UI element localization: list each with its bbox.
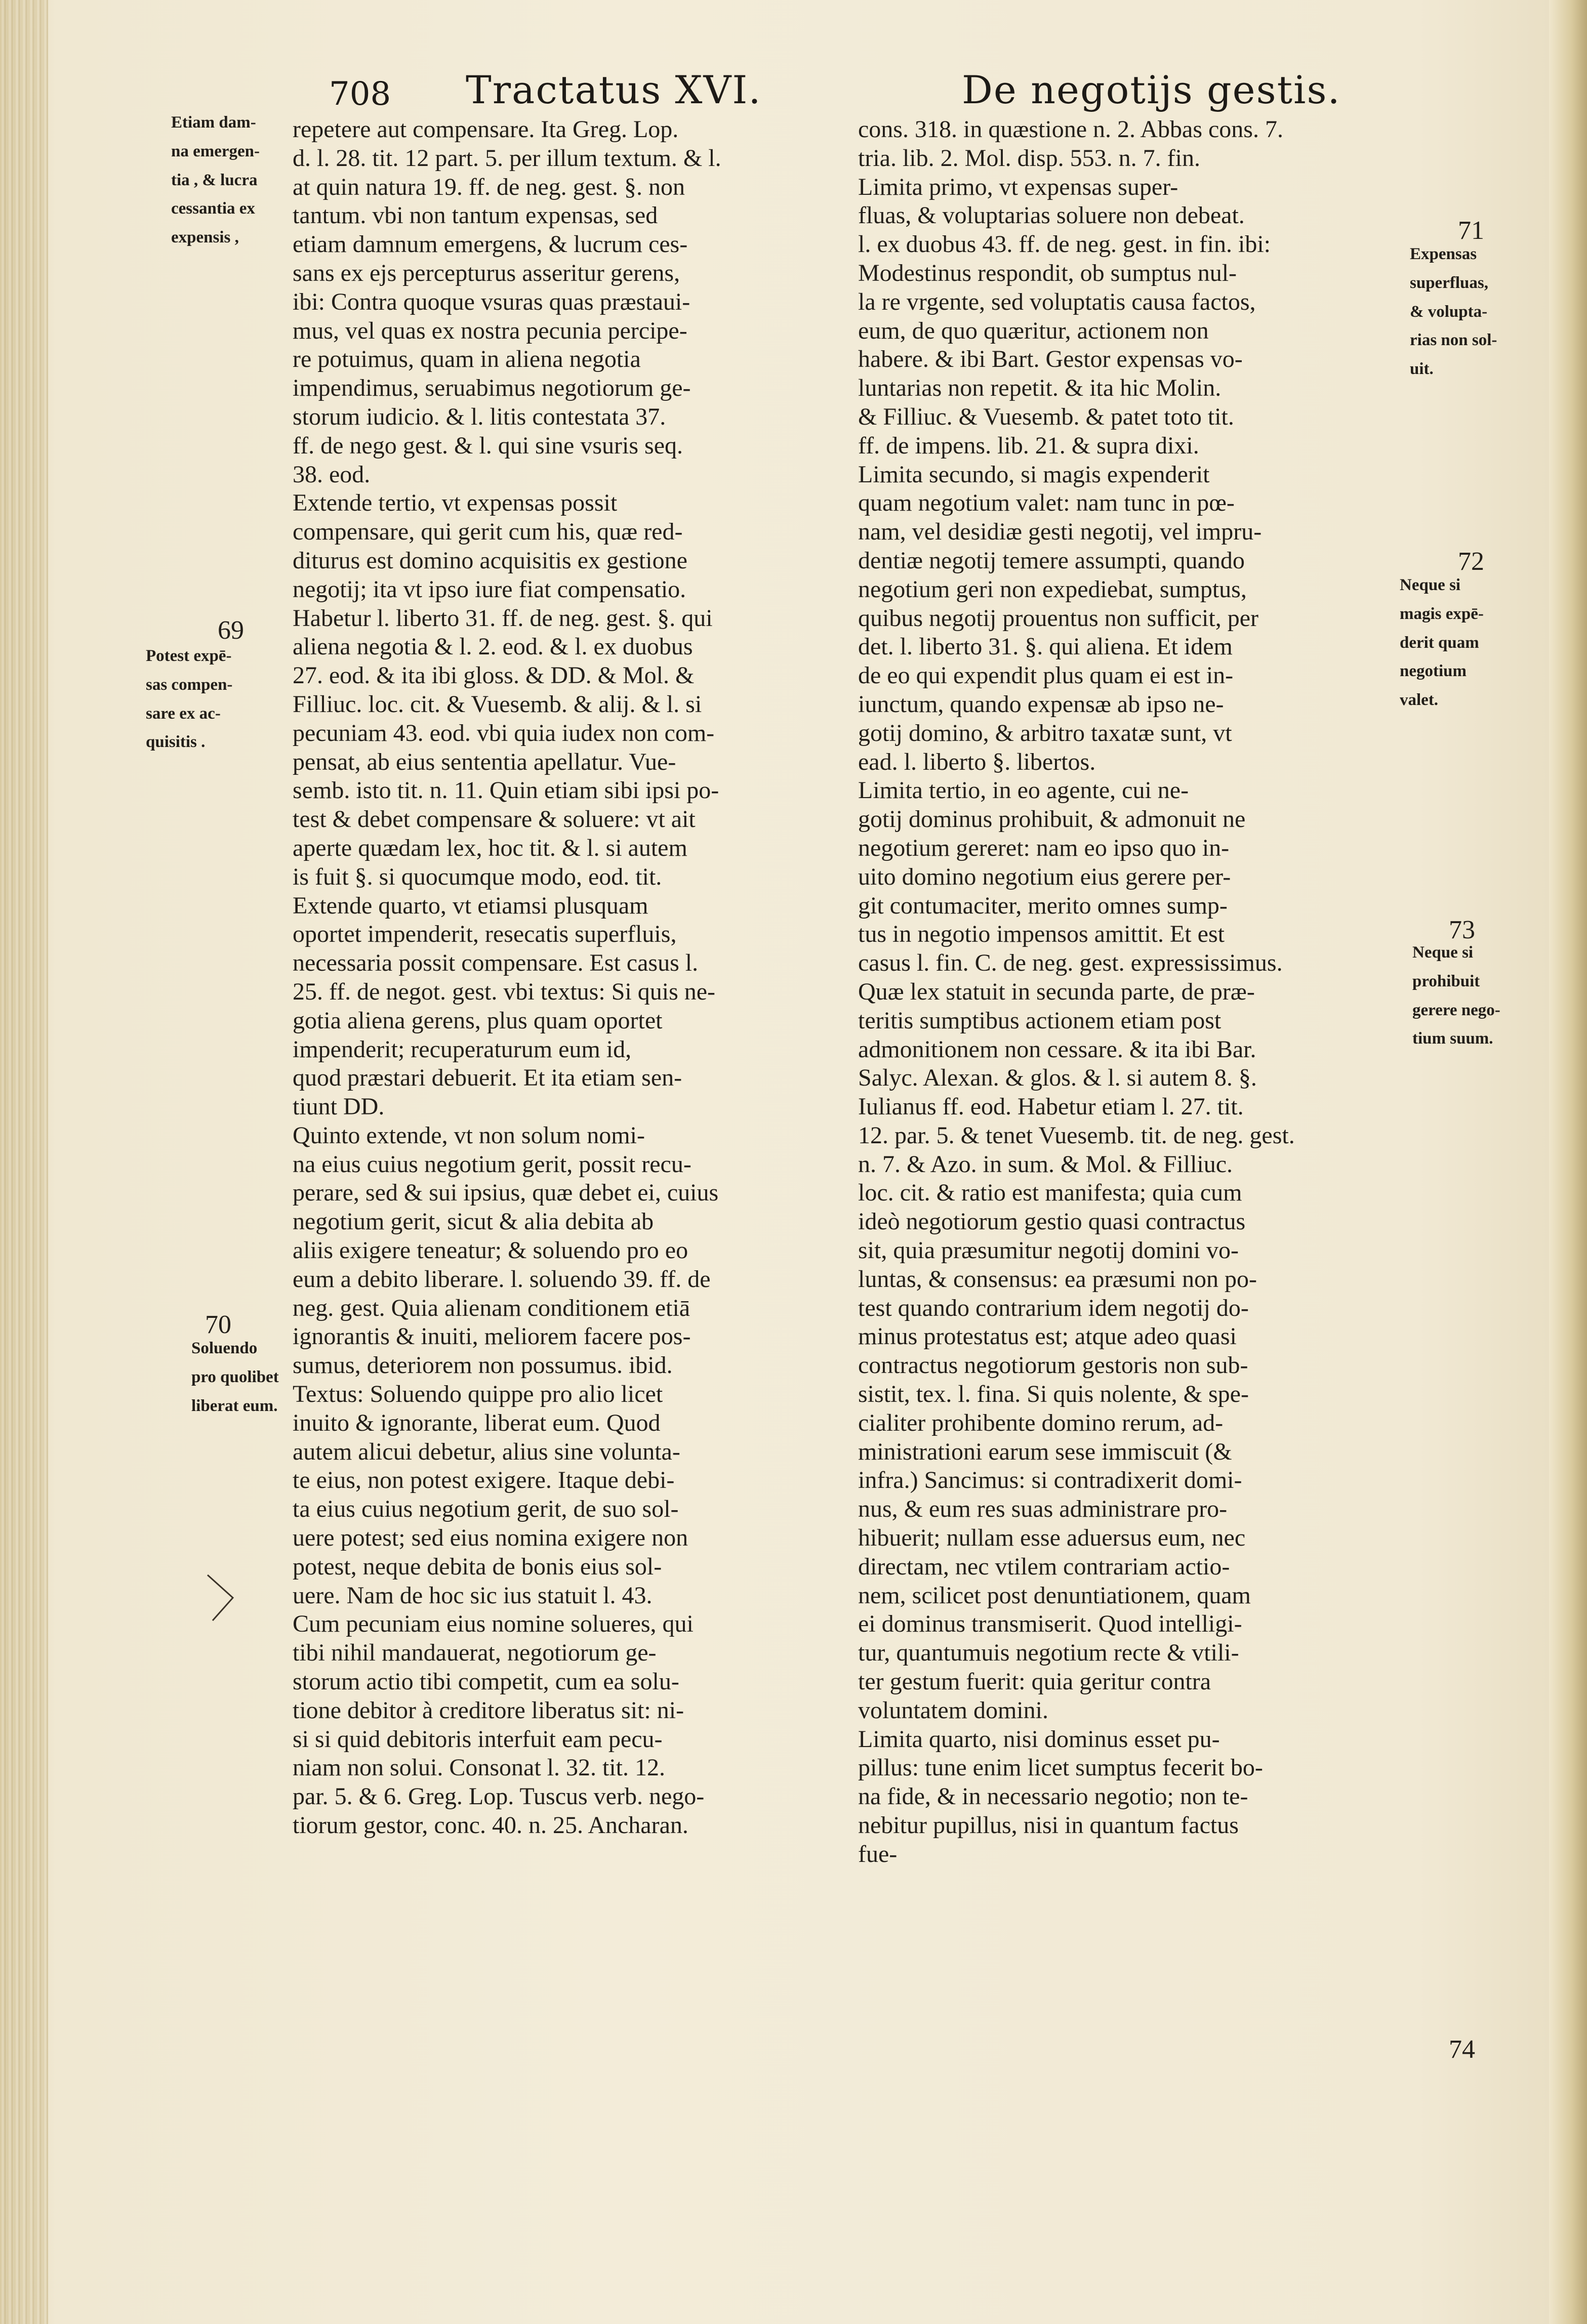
margin-note-line: expensis ,: [171, 228, 239, 247]
text-line: necessaria possit compensare. Est casus l.: [293, 949, 699, 977]
text-line: na fide, & in necessario negotio; non te-: [858, 1783, 1248, 1810]
margin-note-right-2: [1400, 575, 1484, 719]
text-line: hibuerit; nullam esse aduersus eum, nec: [858, 1524, 1246, 1552]
text-line: tibi nihil mandauerat, negotiorum ge-: [293, 1639, 657, 1667]
text-line: Salyc. Alexan. & glos. & l. si autem 8. §.: [858, 1064, 1257, 1092]
margin-note-right-1: [1410, 244, 1497, 388]
text-line: & Filliuc. & Vuesemb. & patet toto tit.: [858, 403, 1234, 430]
text-line: infra.) Sancimus: si contradixerit domi-: [858, 1467, 1242, 1494]
margin-note-line: tium suum.: [1412, 1029, 1493, 1048]
text-column-left: [293, 115, 849, 1840]
text-line: niam non solui. Consonat l. 32. tit. 12.: [293, 1754, 666, 1781]
text-line: casus l. fin. C. de neg. gest. expressissimus.: [858, 949, 1283, 977]
text-line: neg. gest. Quia alienam conditionem etiā: [293, 1294, 690, 1321]
text-line: ministrationi earum sese immiscuit (&: [858, 1438, 1232, 1465]
margin-note-line: cessantia ex: [171, 199, 255, 218]
text-line: gotia aliena gerens, plus quam oportet: [293, 1007, 663, 1034]
margin-note-line: derit quam: [1400, 633, 1479, 652]
text-line: diturus est domino acquisitis ex gestione: [293, 547, 687, 574]
text-line: te eius, non potest exigere. Itaque debi-: [293, 1467, 675, 1494]
text-line: storum actio tibi competit, cum ea solu-: [293, 1668, 679, 1695]
text-line: 12. par. 5. & tenet Vuesemb. tit. de neg. gest.: [858, 1122, 1295, 1149]
text-line: tione debitor à creditore liberatus sit: ni-: [293, 1696, 684, 1724]
margin-note-line: negotium: [1400, 662, 1467, 681]
text-line: inuito & ignorante, liberat eum. Quod: [293, 1409, 661, 1436]
text-line: repetere aut compensare. Ita Greg. Lop.: [293, 116, 679, 143]
text-line: Modestinus respondit, ob sumptus nul-: [858, 259, 1237, 286]
text-line: compensare, qui gerit cum his, quæ red-: [293, 518, 683, 546]
text-line: negotium geri non expediebat, sumptus,: [858, 575, 1247, 603]
text-line: test & debet compensare & soluere: vt ait: [293, 806, 696, 833]
text-line: oportet impenderit, resecatis superfluis,: [293, 921, 677, 948]
text-line: 38. eod.: [293, 461, 371, 488]
margin-note-line: tia , & lucra: [171, 171, 258, 189]
text-line: re potuimus, quam in aliena negotia: [293, 346, 641, 373]
text-line: minus protestatus est; atque adeo quasi: [858, 1323, 1237, 1350]
margin-note-line: valet.: [1400, 691, 1439, 710]
text-line: dentiæ negotij temere assumpti, quando: [858, 547, 1245, 574]
text-line: teritis sumptibus actionem etiam post: [858, 1007, 1222, 1034]
running-title: Tractatus XVI.: [466, 67, 762, 112]
text-line: fue-: [858, 1840, 898, 1868]
text-line: nam, vel desidiæ gesti negotij, vel impru-: [858, 518, 1262, 546]
margin-note-line: rias non sol-: [1410, 331, 1497, 350]
text-line: aliis exigere teneatur; & soluendo pro eo: [293, 1237, 688, 1264]
text-line: cialiter prohibente domino rerum, ad-: [858, 1409, 1224, 1436]
text-line: ead. l. liberto §. libertos.: [858, 748, 1096, 775]
margin-note-line: pro quolibet: [191, 1367, 279, 1386]
text-line: 25. ff. de negot. gest. vbi textus: Si quis ne-: [293, 978, 716, 1005]
text-line: ibi: Contra quoque vsuras quas præstaui-: [293, 288, 690, 315]
text-line: luntarias non repetit. & ita hic Molin.: [858, 375, 1222, 402]
text-line: quam negotium valet: nam tunc in pœ-: [858, 489, 1235, 517]
text-line: luntas, & consensus: ea præsumi non po-: [858, 1265, 1257, 1293]
text-line: na eius cuius negotium gerit, possit recu-: [293, 1150, 691, 1178]
text-line: Limita tertio, in eo agente, cui ne-: [858, 777, 1189, 804]
text-line: aliena negotia & l. 2. eod. & l. ex duobus: [293, 633, 693, 660]
margin-note-line: & volupta-: [1410, 302, 1488, 321]
text-line: eum a debito liberare. l. soluendo 39. ff. de: [293, 1265, 711, 1293]
margin-note-line: magis expē-: [1400, 604, 1484, 623]
text-line: is fuit §. si quocumque modo, eod. tit.: [293, 863, 662, 890]
text-line: Habetur l. liberto 31. ff. de neg. gest. §. qui: [293, 604, 713, 632]
text-line: ter gestum fuerit: quia geritur contra: [858, 1668, 1211, 1695]
text-line: loc. cit. & ratio est manifesta; quia cum: [858, 1179, 1242, 1207]
text-line: aperte quædam lex, hoc tit. & l. si autem: [293, 834, 687, 861]
text-line: ignorantis & inuiti, meliorem facere pos-: [293, 1323, 691, 1350]
text-line: par. 5. & 6. Greg. Lop. Tuscus verb. nego-: [293, 1783, 705, 1810]
text-line: 27. eod. & ita ibi gloss. & DD. & Mol. &: [293, 662, 695, 689]
text-line: negotium gerit, sicut & alia debita ab: [293, 1208, 654, 1235]
margin-note-line: liberat eum.: [191, 1396, 278, 1415]
text-line: admonitionem non cessare. & ita ibi Bar.: [858, 1035, 1256, 1063]
margin-note-line: sare ex ac-: [146, 704, 221, 723]
text-line: at quin natura 19. ff. de neg. gest. §. non: [293, 173, 685, 200]
margin-note-line: Etiam dam-: [171, 113, 256, 132]
text-line: tur, quantumuis negotium recte & vtili-: [858, 1639, 1239, 1667]
text-line: eum, de quo quæritur, actionem non: [858, 317, 1209, 344]
margin-number-69: 69: [218, 616, 244, 645]
text-line: de eo qui expendit plus quam ei est in-: [858, 662, 1234, 689]
text-line: semb. isto tit. n. 11. Quin etiam sibi ipsi po-: [293, 777, 719, 804]
text-line: gotij dominus prohibuit, & admonuit ne: [858, 806, 1246, 833]
text-line: quibus negotij prouentus non sufficit, per: [858, 604, 1259, 632]
text-line: negotij; ita vt ipso iure fiat compensatio.: [293, 575, 686, 603]
text-line: potest, neque debita de bonis eius sol-: [293, 1553, 662, 1580]
text-line: tiunt DD.: [293, 1093, 385, 1120]
margin-number-70: 70: [205, 1310, 231, 1339]
text-line: tus in negotio impensos amittit. Et est: [858, 921, 1225, 948]
text-line: det. l. liberto 31. §. qui aliena. Et idem: [858, 633, 1233, 660]
text-line: uito domino negotium eius gerere per-: [858, 863, 1231, 890]
text-line: Quæ lex statuit in secunda parte, de præ-: [858, 978, 1255, 1005]
running-subtitle: De negotijs gestis.: [962, 67, 1341, 112]
text-line: nebitur pupillus, nisi in quantum factus: [858, 1812, 1239, 1839]
margin-number-72: 72: [1458, 547, 1484, 576]
text-line: nus, & eum res suas administrare pro-: [858, 1496, 1228, 1523]
handwritten-mark: [202, 1570, 258, 1626]
text-line: ei dominus transmiserit. Quod intelligi-: [858, 1610, 1242, 1638]
margin-note-line: sas compen-: [146, 675, 233, 694]
text-line: habere. & ibi Bart. Gestor expensas vo-: [858, 346, 1243, 373]
text-line: test quando contrarium idem negotij do-: [858, 1294, 1249, 1321]
text-line: ideò negotiorum gestio quasi contractus: [858, 1208, 1246, 1235]
text-line: si si quid debitoris interfuit eam pecu-: [293, 1725, 663, 1753]
text-line: sumus, deteriorem non possumus. ibid.: [293, 1352, 673, 1379]
text-line: Limita primo, vt expensas super-: [858, 173, 1178, 200]
page-number: 708: [329, 75, 391, 113]
text-line: directam, nec vtilem contrariam actio-: [858, 1553, 1230, 1580]
text-line: Extende tertio, vt expensas possit: [293, 489, 618, 517]
text-line: tria. lib. 2. Mol. disp. 553. n. 7. fin.: [858, 144, 1200, 172]
text-line: ff. de nego gest. & l. qui sine vsuris seq.: [293, 432, 683, 459]
text-line: etiam damnum emergens, & lucrum ces-: [293, 231, 688, 258]
text-line: uere. Nam de hoc sic ius statuit l. 43.: [293, 1582, 653, 1609]
margin-note-left-3: [191, 1338, 279, 1424]
text-line: Limita secundo, si magis expenderit: [858, 461, 1210, 488]
text-line: d. l. 28. tit. 12 part. 5. per illum textum. & l.: [293, 144, 721, 172]
margin-note-line: Potest expē-: [146, 647, 232, 665]
text-line: pecuniam 43. eod. vbi quia iudex non com-: [293, 719, 715, 746]
text-line: Cum pecuniam eius nomine solueres, qui: [293, 1610, 694, 1638]
text-line: contractus negotiorum gestoris non sub-: [858, 1352, 1248, 1379]
text-line: Quinto extende, vt non solum nomi-: [293, 1122, 645, 1149]
margin-note-line: superfluas,: [1410, 273, 1488, 292]
text-line: fluas, & voluptarias soluere non debeat.: [858, 202, 1245, 229]
text-line: Textus: Soluendo quippe pro alio licet: [293, 1381, 663, 1408]
margin-number-74: 74: [1449, 2035, 1475, 2064]
margin-number-71: 71: [1458, 216, 1484, 245]
text-line: iunctum, quando expensæ ab ipso ne-: [858, 690, 1224, 718]
text-line: pillus: tune enim licet sumptus fecerit bo-: [858, 1754, 1263, 1781]
text-line: uere potest; sed eius nomina exigere non: [293, 1524, 688, 1552]
text-line: git contumaciter, merito omnes sump-: [858, 892, 1228, 919]
margin-note-line: Soluendo: [191, 1339, 258, 1357]
text-line: l. ex duobus 43. ff. de neg. gest. in fin. ibi:: [858, 231, 1271, 258]
margin-note-line: na emergen-: [171, 142, 260, 160]
text-line: sans ex ejs percepturus asseritur gerens,: [293, 259, 680, 286]
text-line: Limita quarto, nisi dominus esset pu-: [858, 1725, 1220, 1753]
text-line: mus, vel quas ex nostra pecunia percipe-: [293, 317, 687, 344]
text-line: sit, quia præsumitur negotij domini vo-: [858, 1237, 1239, 1264]
margin-note-line: Expensas: [1410, 245, 1477, 263]
text-line: ta eius cuius negotium gerit, de suo sol-: [293, 1496, 679, 1523]
text-line: voluntatem domini.: [858, 1696, 1048, 1724]
text-line: la re vrgente, sed voluptatis causa factos,: [858, 288, 1256, 315]
text-line: sistit, tex. l. fina. Si quis nolente, & spe-: [858, 1381, 1249, 1408]
text-line: cons. 318. in quæstione n. 2. Abbas cons. 7.: [858, 116, 1283, 143]
text-line: storum iudicio. & l. litis contestata 37.: [293, 403, 666, 430]
text-line: impenderit; recuperaturum eum id,: [293, 1035, 632, 1063]
text-line: tiorum gestor, conc. 40. n. 25. Ancharan.: [293, 1812, 688, 1839]
text-line: gotij domino, & arbitro taxatæ sunt, vt: [858, 719, 1232, 746]
text-line: perare, sed & sui ipsius, quæ debet ei, cuius: [293, 1179, 719, 1207]
text-line: quod præstari debuerit. Et ita etiam sen-: [293, 1064, 682, 1092]
margin-note-line: Neque si: [1400, 576, 1461, 594]
text-line: Filliuc. loc. cit. & Vuesemb. & alij. & l. si: [293, 690, 702, 718]
margin-note-left-1: [171, 112, 260, 256]
margin-note-line: quisitis .: [146, 733, 206, 752]
text-line: pensat, ab eius sententia apellatur. Vue-: [293, 748, 676, 775]
text-line: tantum. vbi non tantum expensas, sed: [293, 202, 658, 229]
text-line: Extende quarto, vt etiamsi plusquam: [293, 892, 648, 919]
text-line: ff. de impens. lib. 21. & supra dixi.: [858, 432, 1199, 459]
text-line: Iulianus ff. eod. Habetur etiam l. 27. tit.: [858, 1093, 1244, 1120]
margin-note-line: gerere nego-: [1412, 1001, 1500, 1019]
margin-note-left-2: [146, 646, 232, 761]
page-gutter: [0, 0, 48, 2324]
margin-note-line: uit.: [1410, 360, 1434, 379]
text-line: negotium gereret: nam eo ipso quo in-: [858, 834, 1230, 861]
margin-note-line: Neque si: [1412, 943, 1474, 962]
margin-number-73: 73: [1449, 916, 1475, 944]
text-line: nem, scilicet post denuntiationem, quam: [858, 1582, 1251, 1609]
text-line: n. 7. & Azo. in sum. & Mol. & Filliuc.: [858, 1150, 1233, 1178]
page-edge: [1549, 0, 1587, 2324]
margin-note-right-3: [1412, 942, 1500, 1057]
text-line: impendimus, seruabimus negotiorum ge-: [293, 375, 691, 402]
text-line: autem alicui debetur, alius sine volunta-: [293, 1438, 680, 1465]
margin-note-line: prohibuit: [1412, 972, 1480, 990]
text-column-right: [858, 115, 1395, 1869]
